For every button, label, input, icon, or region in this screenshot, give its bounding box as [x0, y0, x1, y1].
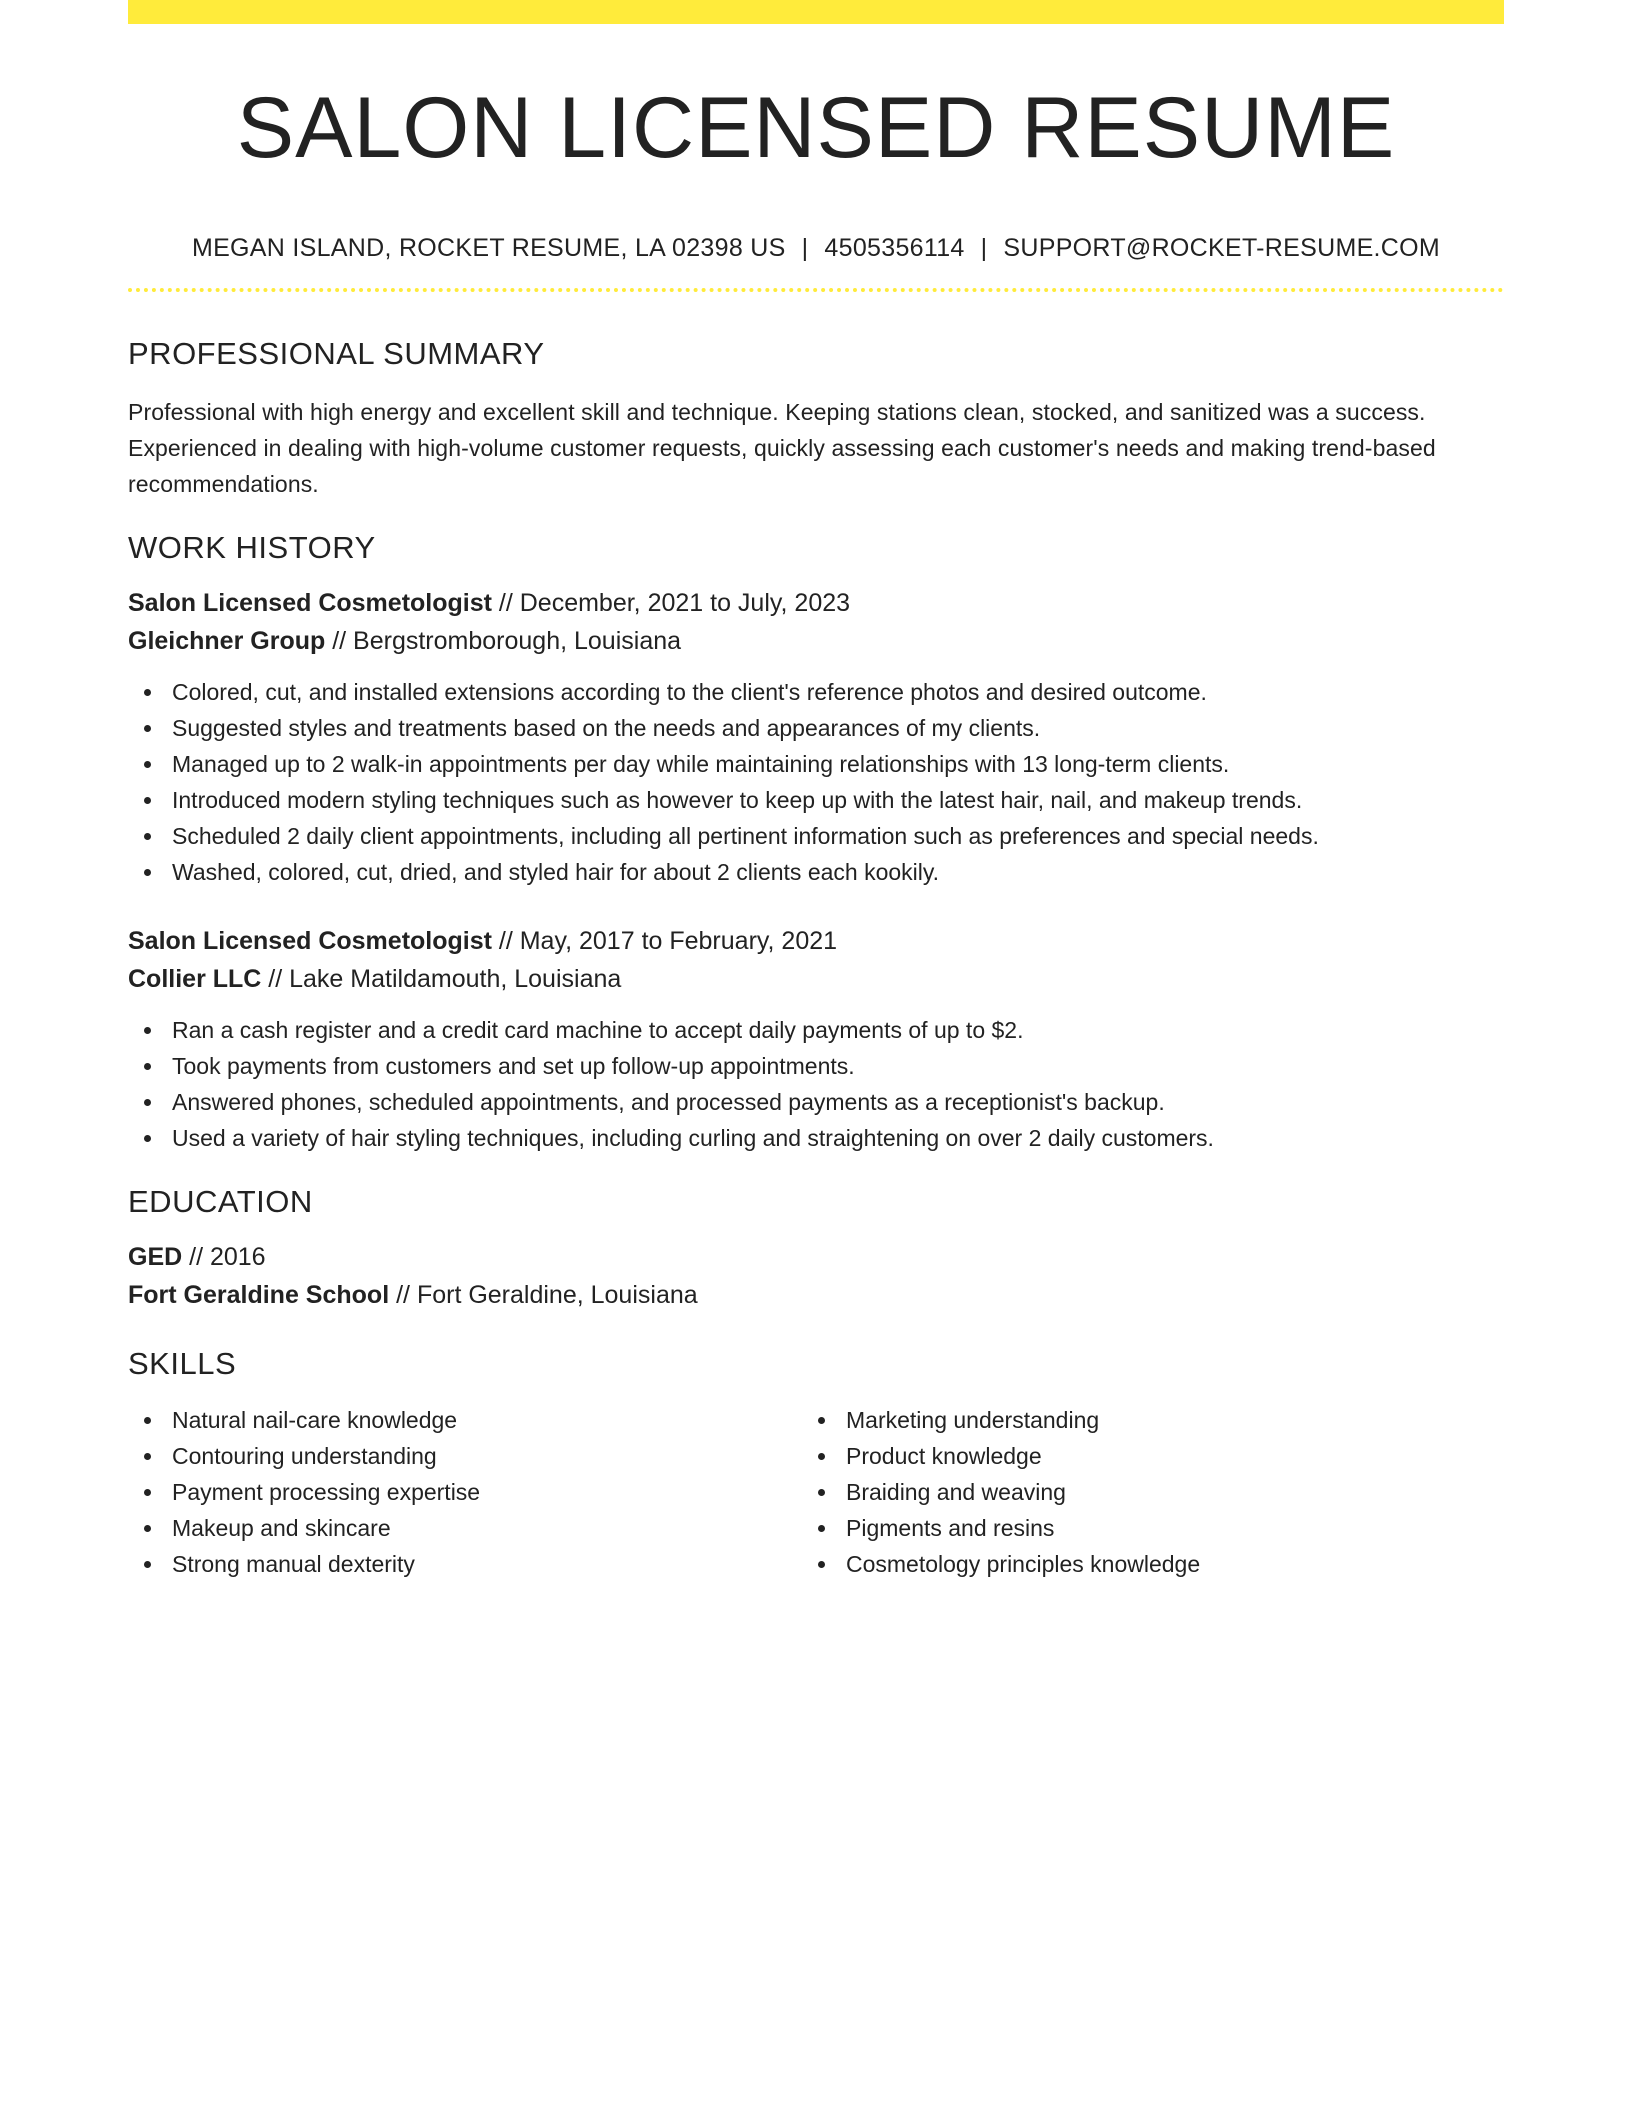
list-item: Product knowledge	[802, 1438, 1476, 1474]
list-item: Used a variety of hair styling techniques, including curling and straightening on over 2 daily customers.	[128, 1120, 1504, 1156]
list-item: Managed up to 2 walk-in appointments per day while maintaining relationships with 13 long-term clients.	[128, 746, 1504, 782]
education-school-line	[128, 1276, 1504, 1314]
list-item: Payment processing expertise	[128, 1474, 802, 1510]
list-item: Introduced modern styling techniques such as however to keep up with the latest hair, nail, and makeup trends.	[128, 782, 1504, 818]
contact-separator: |	[801, 234, 809, 262]
list-item: Ran a cash register and a credit card machine to accept daily payments of up to $2.	[128, 1012, 1504, 1048]
resume-title: SALON LICENSED RESUME	[236, 80, 1396, 176]
contact-separator: |	[980, 234, 988, 262]
resume-page	[128, 0, 1504, 1582]
skills-list-right	[802, 1402, 1476, 1582]
education-degree-line	[128, 1238, 1504, 1276]
job-location: // Lake Matildamouth, Louisiana	[261, 965, 622, 993]
list-item: Natural nail-care knowledge	[128, 1402, 802, 1438]
list-item: Makeup and skincare	[128, 1510, 802, 1546]
education-heading: EDUCATION	[128, 1184, 313, 1219]
job-title-line	[128, 584, 1504, 622]
education-year: // 2016	[182, 1243, 266, 1271]
contact-address: MEGAN ISLAND, ROCKET RESUME, LA 02398 US	[191, 234, 786, 262]
job-title-line	[128, 922, 1504, 960]
list-item: Took payments from customers and set up follow-up appointments.	[128, 1048, 1504, 1084]
job-role: Salon Licensed Cosmetologist	[128, 927, 492, 955]
list-item: Braiding and weaving	[802, 1474, 1476, 1510]
list-item: Suggested styles and treatments based on the needs and appearances of my clients.	[128, 710, 1504, 746]
job-dates: // May, 2017 to February, 2021	[491, 927, 838, 955]
education-school: Fort Geraldine School	[128, 1281, 390, 1309]
list-item: Cosmetology principles knowledge	[802, 1546, 1476, 1582]
contact-line	[128, 232, 1504, 264]
list-item: Washed, colored, cut, dried, and styled hair for about 2 clients each kookily.	[128, 854, 1504, 890]
list-item: Marketing understanding	[802, 1402, 1476, 1438]
education-degree: GED	[128, 1243, 183, 1271]
skills-heading: SKILLS	[128, 1346, 237, 1381]
list-item: Pigments and resins	[802, 1510, 1476, 1546]
job-bullets	[128, 674, 1504, 890]
contact-phone: 4505356114	[824, 234, 965, 262]
education-location: // Fort Geraldine, Louisiana	[389, 1281, 698, 1309]
skills-list-left	[128, 1402, 802, 1582]
job-company-line	[128, 960, 1504, 998]
summary-text: Professional with high energy and excellent skill and technique. Keeping stations clean, stocked, and sanitized was a success. Experienced in dealing with high-volume customer requests, quickly assessing each customer's needs and making trend-based recommendations.	[128, 399, 1436, 497]
summary-heading: PROFESSIONAL SUMMARY	[128, 336, 545, 371]
dotted-divider	[128, 288, 1504, 292]
job-company: Collier LLC	[128, 965, 262, 993]
list-item: Contouring understanding	[128, 1438, 802, 1474]
job-bullets	[128, 1012, 1504, 1156]
job-location: // Bergstromborough, Louisiana	[325, 627, 682, 655]
job-dates: // December, 2021 to July, 2023	[491, 589, 851, 617]
top-accent-bar	[128, 0, 1504, 24]
job-company-line	[128, 622, 1504, 660]
work-history-heading: WORK HISTORY	[128, 530, 376, 565]
skills-grid	[128, 1402, 1504, 1582]
contact-email: SUPPORT@ROCKET-RESUME.COM	[1003, 234, 1441, 262]
list-item: Colored, cut, and installed extensions according to the client's reference photos and desired outcome.	[128, 674, 1504, 710]
list-item: Answered phones, scheduled appointments, and processed payments as a receptionist's backup.	[128, 1084, 1504, 1120]
job-role: Salon Licensed Cosmetologist	[128, 589, 492, 617]
list-item: Scheduled 2 daily client appointments, including all pertinent information such as preferences and special needs.	[128, 818, 1504, 854]
list-item: Strong manual dexterity	[128, 1546, 802, 1582]
job-company: Gleichner Group	[128, 627, 326, 655]
